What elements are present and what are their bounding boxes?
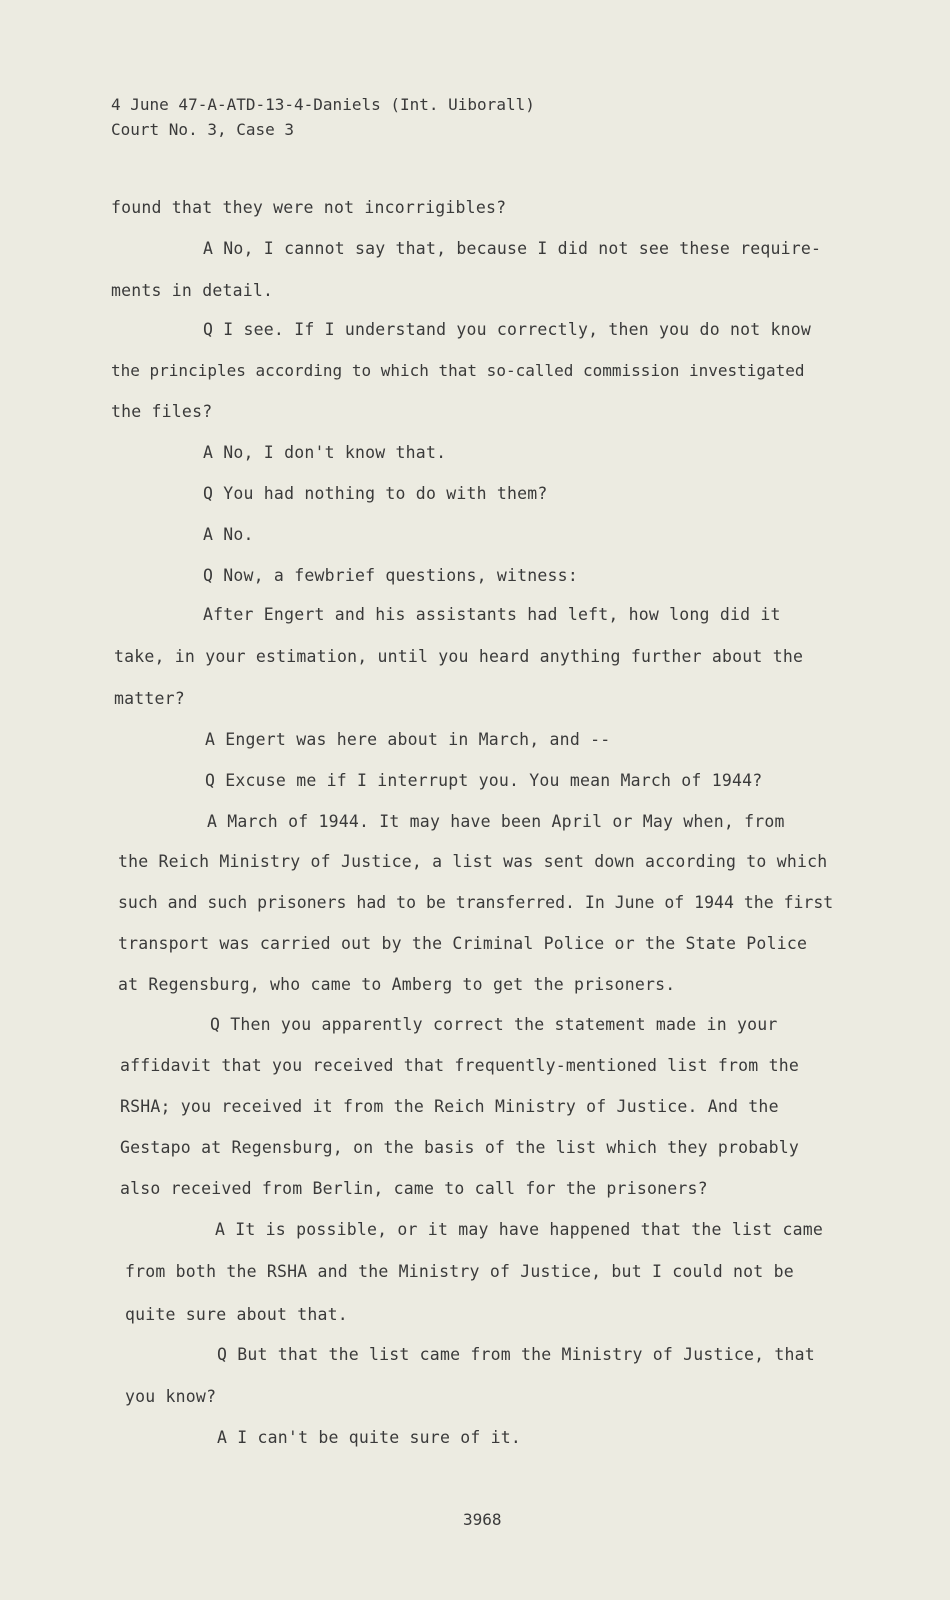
text-line: transport was carried out by the Criminal Police or the State Police bbox=[118, 934, 808, 953]
text-line: A No. bbox=[203, 525, 254, 544]
text-line: the principles according to which that so-called commission investigated bbox=[111, 361, 805, 380]
text-line: Q Then you apparently correct the statement made in your bbox=[210, 1015, 778, 1034]
text-line: A I can't be quite sure of it. bbox=[217, 1428, 522, 1447]
text-line: Q But that the list came from the Ministry of Justice, that bbox=[217, 1345, 815, 1364]
text-line: A It is possible, or it may have happened that the list came bbox=[215, 1220, 824, 1239]
text-line: the Reich Ministry of Justice, a list was sent down according to which bbox=[118, 852, 828, 871]
text-line: Gestapo at Regensburg, on the basis of the list which they probably bbox=[120, 1138, 799, 1157]
text-line: from both the RSHA and the Ministry of Justice, but I could not be bbox=[125, 1262, 794, 1281]
text-line: quite sure about that. bbox=[125, 1305, 348, 1324]
text-line: Q I see. If I understand you correctly, then you do not know bbox=[203, 320, 812, 339]
text-line: A No, I cannot say that, because I did not see these require- bbox=[203, 239, 822, 258]
text-line: found that they were not incorrigibles? bbox=[111, 198, 507, 217]
document-header bbox=[111, 92, 535, 142]
page-number: 3968 bbox=[463, 1510, 502, 1529]
text-line: you know? bbox=[125, 1387, 217, 1406]
text-line: ments in detail. bbox=[111, 281, 274, 300]
text-line: RSHA; you received it from the Reich Ministry of Justice. And the bbox=[120, 1097, 779, 1116]
text-line: also received from Berlin, came to call for the prisoners? bbox=[120, 1179, 708, 1198]
text-line: matter? bbox=[114, 689, 185, 708]
text-line: take, in your estimation, until you heard anything further about the bbox=[114, 647, 804, 666]
text-line: A No, I don't know that. bbox=[203, 443, 447, 462]
header-line-2: Court No. 3, Case 3 bbox=[111, 120, 295, 139]
text-line: A March of 1944. It may have been April or May when, from bbox=[207, 812, 785, 831]
text-line: Q You had nothing to do with them? bbox=[203, 484, 548, 503]
text-line: such and such prisoners had to be transferred. In June of 1944 the first bbox=[118, 893, 834, 912]
text-line: Q Now, a fewbrief questions, witness: bbox=[203, 566, 578, 585]
text-line: A Engert was here about in March, and -- bbox=[205, 730, 611, 749]
text-line: After Engert and his assistants had left, how long did it bbox=[203, 605, 781, 624]
text-line: at Regensburg, who came to Amberg to get the prisoners. bbox=[118, 975, 676, 994]
header-line-1: 4 June 47-A-ATD-13-4-Daniels (Int. Uiborall) bbox=[111, 95, 535, 114]
text-line: Q Excuse me if I interrupt you. You mean March of 1944? bbox=[205, 771, 763, 790]
text-line: the files? bbox=[111, 402, 213, 421]
text-line: affidavit that you received that frequently-mentioned list from the bbox=[120, 1056, 799, 1075]
